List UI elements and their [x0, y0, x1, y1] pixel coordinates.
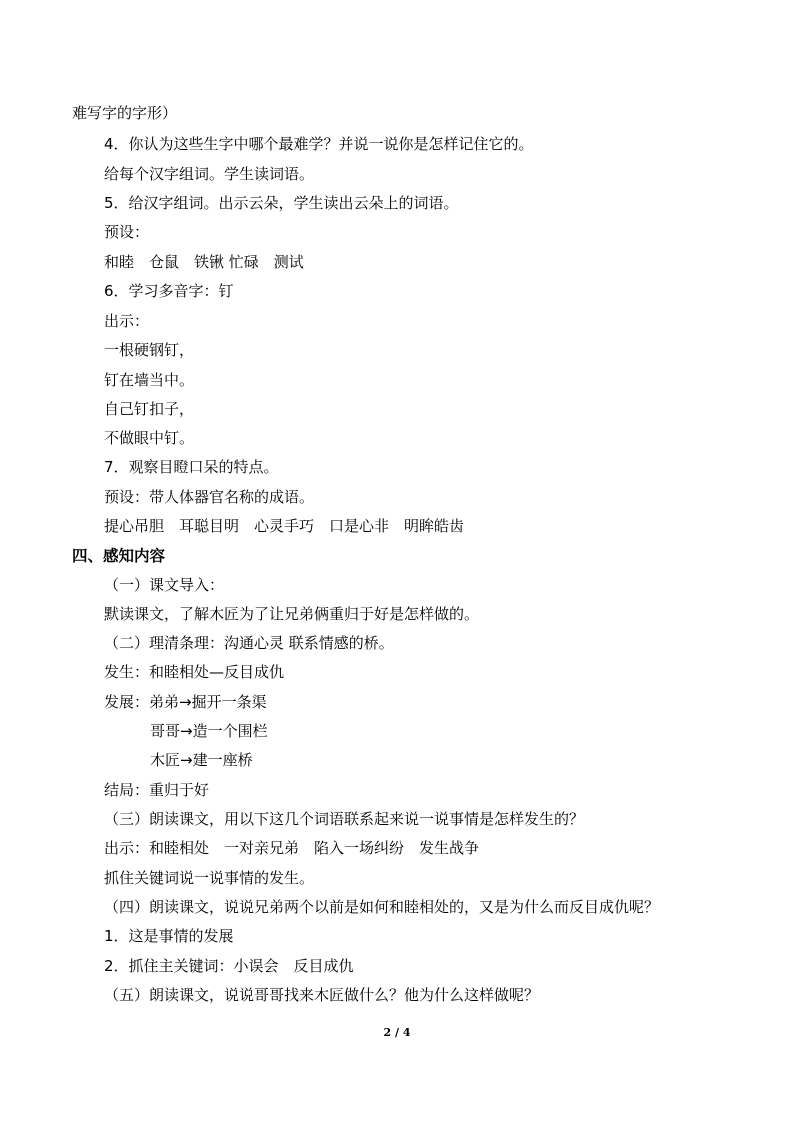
text-line: （四）朗读课文，说说兄弟两个以前是如何和睦相处的，又是为什么而反目成仇呢？	[104, 898, 660, 916]
text-line: 预设：带人体器官名称的成语。	[104, 488, 315, 506]
text-line: 提心吊胆 耳聪目明 心灵手巧 口是心非 明眸皓齿	[104, 517, 465, 535]
text-line: 出示：和睦相处 一对亲兄弟 陷入一场纠纷 发生战争	[104, 839, 480, 857]
text-line: （二）理清条理：沟通心灵 联系情感的桥。	[104, 634, 394, 652]
text-line: 抓住关键词说一说事情的发生。	[104, 869, 315, 887]
text-line: 自己钉扣子，	[104, 400, 195, 418]
text-line: 5．给汉字组词。出示云朵，学生读出云朵上的词语。	[104, 194, 459, 212]
text-line: 7．观察目瞪口呆的特点。	[104, 458, 279, 476]
text-line: 哥哥→造一个围栏	[150, 722, 268, 740]
text-line: （三）朗读课文，用以下这几个词语联系起来说一说事情是怎样发生的？	[104, 810, 585, 828]
text-line: 给每个汉字组词。学生读词语。	[104, 165, 315, 183]
text-line: 2．抓住主关键词：小误会 反目成仇	[104, 957, 354, 975]
section-heading: 四、感知内容	[72, 547, 166, 565]
text-line: 出示：	[104, 312, 150, 330]
text-line: 和睦 仓鼠 铁锹 忙碌 测试	[104, 253, 304, 271]
text-line: 预设：	[104, 223, 150, 241]
text-line: 结局：重归于好	[104, 781, 210, 799]
text-line: 钉在墙当中。	[104, 371, 195, 389]
text-line: （一）课文导入：	[104, 576, 225, 594]
text-line: （五）朗读课文，说说哥哥找来木匠做什么？他为什么这样做呢？	[104, 986, 540, 1004]
text-line: 默读课文，了解木匠为了让兄弟俩重归于好是怎样做的。	[104, 605, 480, 623]
text-line: 4．你认为这些生字中哪个最难学？并说一说你是怎样记住它的。	[104, 135, 534, 153]
page-number: 2 / 4	[383, 1026, 411, 1039]
text-line: 发展：弟弟→掘开一条渠	[104, 693, 267, 711]
text-line: 不做眼中钉。	[104, 429, 195, 447]
text-line: 发生：和睦相处—反目成仇	[104, 663, 285, 681]
text-line: 6．学习多音字：钉	[104, 282, 234, 300]
text-line: 木匠→建一座桥	[150, 751, 253, 769]
text-line: 一根硬钢钉，	[104, 341, 195, 359]
text-line: 难写字的字形）	[72, 104, 178, 122]
text-line: 1．这是事情的发展	[104, 927, 234, 945]
